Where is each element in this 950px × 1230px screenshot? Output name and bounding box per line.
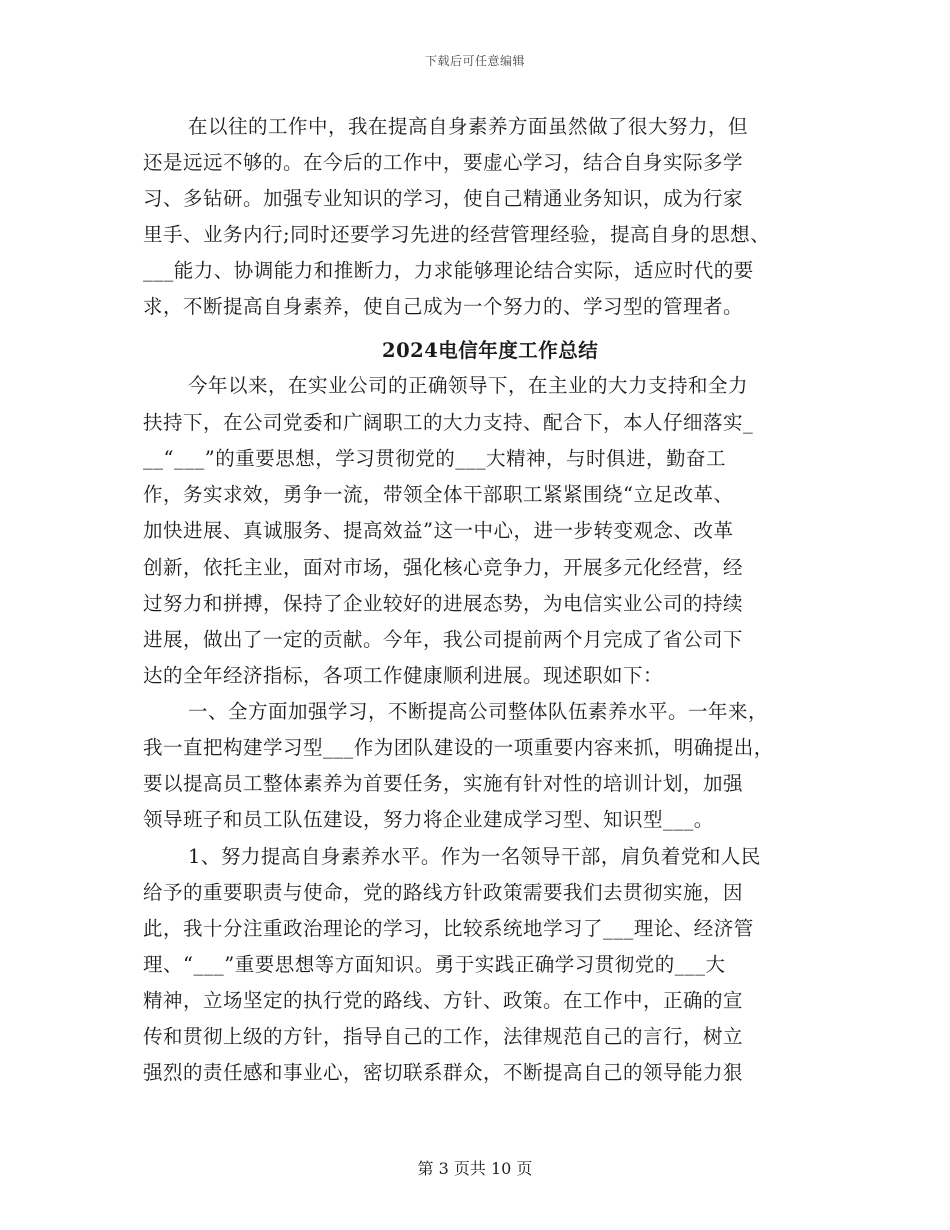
text-line: 求，不断提高自身素养，使自己成为一个努力的、学习型的管理者。 — [143, 295, 744, 318]
text-line: 扶持下，在公司党委和广阔职工的大力支持、配合下，本人仔细落实_ — [143, 411, 754, 434]
text-line: 精神，立场坚定的执行党的路线、方针、政策。在工作中，正确的宣 — [143, 989, 744, 1012]
text-line: 加快进展、真诚服务、提高效益”这一中心，进一步转变观念、改革 — [143, 519, 734, 542]
text-line: 作，务实求效，勇争一流，带领全体干部职工紧紧围绕“立足改革、 — [143, 483, 734, 506]
text-line: 创新，依托主业，面对市场，强化核心竞争力，开展多元化经营，经 — [143, 556, 744, 579]
text-line: 达的全年经济指标，各项工作健康顺利进展。现述职如下： — [143, 664, 664, 687]
text-line: 给予的重要职责与使命，党的路线方针政策需要我们去贯彻实施，因 — [143, 881, 744, 904]
document-title: 2024电信年度工作总结 — [382, 339, 599, 362]
text-line: 进展，做出了一定的贡献。今年，我公司提前两个月完成了省公司下 — [143, 628, 744, 651]
text-line: 一、全方面加强学习，不断提高公司整体队伍素养水平。一年来， — [188, 700, 769, 723]
text-line: ___能力、协调能力和推断力，力求能够理论结合实际，适应时代的要 — [143, 259, 754, 282]
text-line: 还是远远不够的。在今后的工作中，要虚心学习，结合自身实际多学 — [143, 151, 744, 174]
text-line: 习、多钻研。加强专业知识的学习，使自己精通业务知识，成为行家 — [143, 187, 744, 210]
page-footer: 第 3 页共 10 页 — [417, 1159, 533, 1178]
text-line: 强烈的责任感和事业心，密切联系群众，不断提高自己的领导能力狠 — [143, 1061, 744, 1084]
page-header: 下载后可任意编辑 — [424, 54, 525, 68]
text-line: 在以往的工作中，我在提高自身素养方面虽然做了很大努力，但 — [188, 115, 749, 138]
text-line: 此，我十分注重政治理论的学习，比较系统地学习了___理论、经济管 — [143, 917, 754, 940]
text-line: 我一直把构建学习型___作为团队建设的一项重要内容来抓，明确提出， — [143, 736, 774, 759]
text-line: 传和贯彻上级的方针，指导自己的工作，法律规范自己的言行，树立 — [143, 1025, 744, 1048]
text-line: 领导班子和员工队伍建设，努力将企业建成学习型、知识型___。 — [143, 808, 714, 831]
text-line: 过努力和拼搏，保持了企业较好的进展态势，为电信实业公司的持续 — [143, 592, 744, 615]
text-line: 理、“___”重要思想等方面知识。勇于实践正确学习贯彻党的___大 — [143, 953, 726, 976]
text-line: 1、努力提高自身素养水平。作为一名领导干部，肩负着党和人民 — [188, 845, 761, 868]
text-line: 今年以来，在实业公司的正确领导下，在主业的大力支持和全力 — [188, 374, 749, 397]
text-line: 里手、业务内行;同时还要学习先进的经营管理经验，提高自身的思想、 — [143, 223, 771, 246]
text-line: 要以提高员工整体素养为首要任务，实施有针对性的培训计划，加强 — [143, 772, 744, 795]
text-line: __“___”的重要思想，学习贯彻党的___大精神，与时俱进，勤奋工 — [143, 447, 726, 470]
